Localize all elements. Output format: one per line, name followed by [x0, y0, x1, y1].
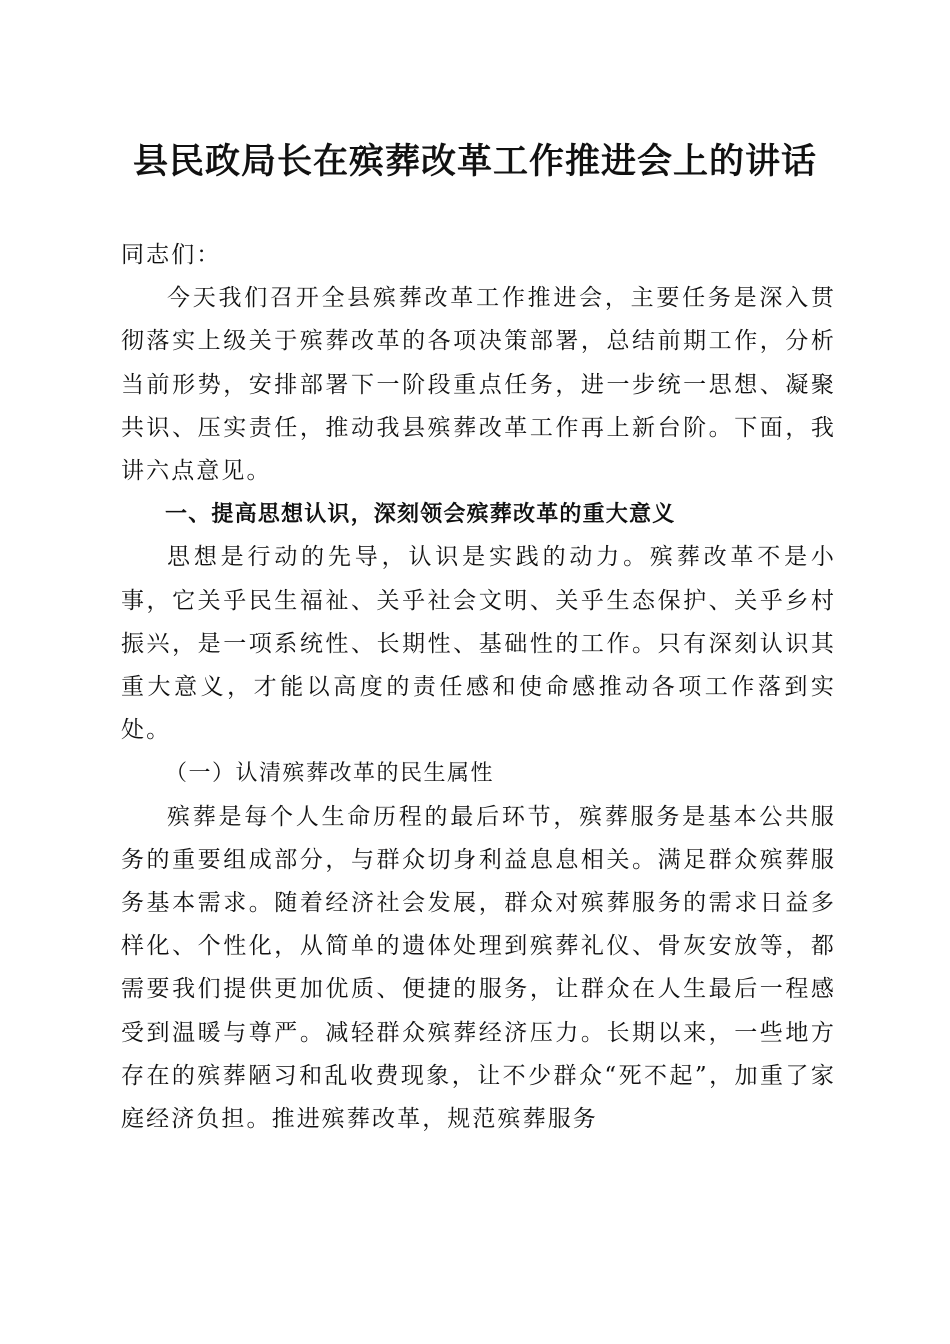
greeting: 同志们：	[121, 242, 222, 268]
intro-paragraph: 今天我们召开全县殡葬改革工作推进会，主要任务是深入贯彻落实上级关于殡葬改革的各项决策部署，总结前期工作，分析当前形势，安排部署下一阶段重点任务，进一步统一思想、凝聚共识、压实责任，推动我县殡葬改革工作再上新台阶。下面，我讲六点意见。	[121, 285, 836, 485]
document-title: 县民政局长在殡葬改革工作推进会上的讲话	[132, 141, 817, 182]
section-1-paragraph: 思想是行动的先导，认识是实践的动力。殡葬改革不是小事，它关乎民生福祉、关乎社会文明、关乎生态保护、关乎乡村振兴，是一项系统性、长期性、基础性的工作。只有深刻认识其重大意义，才能以高度的责任感和使命感推动各项工作落到实处。	[121, 544, 836, 744]
subsection-1-paragraph: 殡葬是每个人生命历程的最后环节，殡葬服务是基本公共服务的重要组成部分，与群众切身利益息息相关。满足群众殡葬服务基本需求。随着经济社会发展，群众对殡葬服务的需求日益多样化、个性化，从简单的遗体处理到殡葬礼仪、骨灰安放等，都需要我们提供更加优质、便捷的服务，让群众在人生最后一程感受到温暖与尊严。减轻群众殡葬经济压力。长期以来，一些地方存在的殡葬陋习和乱收费现象，让不少群众“死不起”，加重了家庭经济负担。推进殡葬改革，规范殡葬服务	[121, 803, 836, 1133]
subsection-1-heading: （一）认清殡葬改革的民生属性	[165, 761, 495, 787]
section-1-heading: 一、提高思想认识，深刻领会殡葬改革的重大意义	[165, 502, 676, 528]
document-body	[121, 234, 836, 1141]
